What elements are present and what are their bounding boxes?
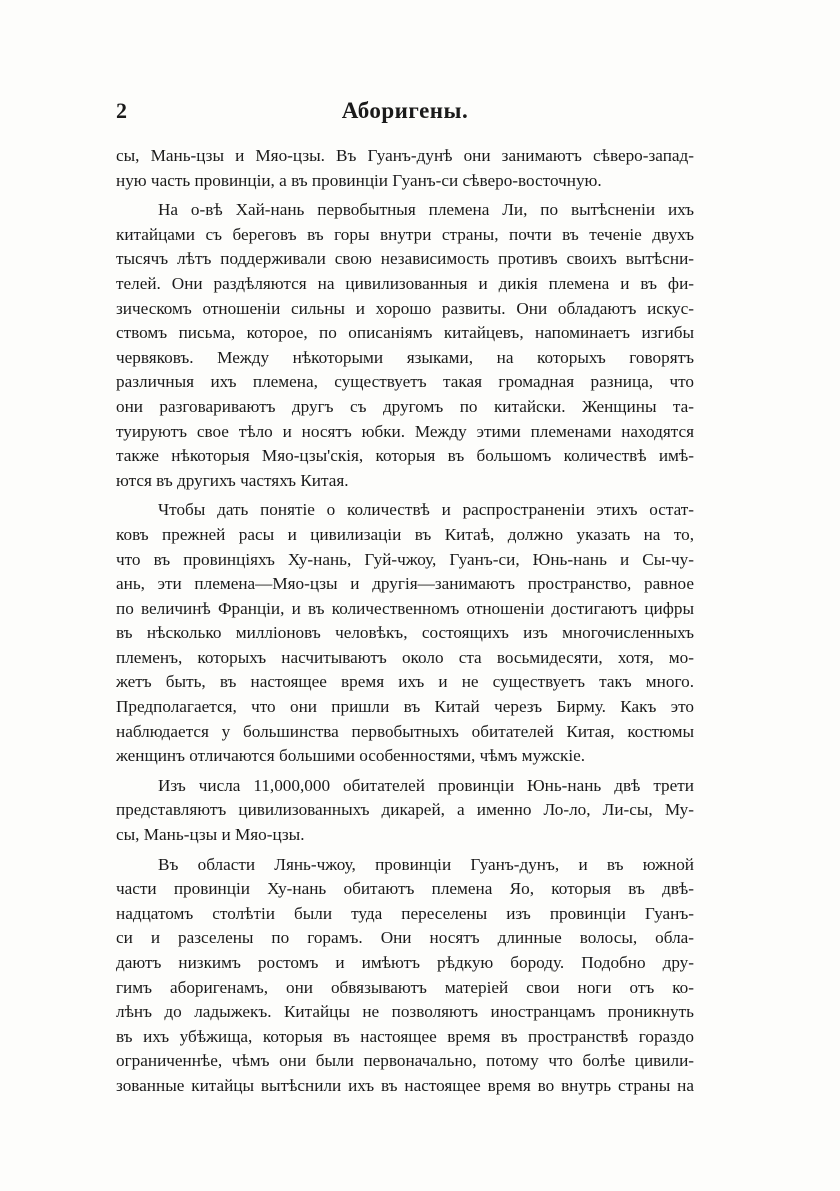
- text-line: надцатомъ столѣтіи были туда переселены изъ провинціи Гуанъ-: [116, 903, 694, 923]
- text-line: жетъ быть, въ настоящее время ихъ и не существуетъ такъ много.: [116, 672, 694, 692]
- text-line: наблюдается у большинства первобытныхъ обитателей Китая, костюмы: [116, 721, 694, 741]
- text-line: ствомъ письма, которое, по описаніямъ китайцевъ, напоминаетъ изгибы: [116, 323, 694, 343]
- text-line: зованные китайцы вытѣснили ихъ въ настоящее время во внутрь страны на: [116, 1075, 694, 1095]
- text-line: представляютъ цивилизованныхъ дикарей, а именно Ло-ло, Ли-сы, Му-: [116, 800, 694, 820]
- text-line: Въ области Лянь-чжоу, провинціи Гуанъ-дунъ, и въ южной: [158, 854, 694, 874]
- text-line: зическомъ отношеніи сильны и хорошо развиты. Они обладаютъ искус-: [116, 298, 694, 318]
- paragraph: [116, 774, 694, 848]
- text-line: въ ихъ убѣжища, которыя въ настоящее время въ пространствѣ гораздо: [116, 1026, 694, 1046]
- paragraph: [116, 498, 694, 769]
- text-line: Чтобы дать понятіе о количествѣ и распространеніи этихъ остат-: [158, 500, 694, 520]
- text-line: ань, эти племена—Мяо-цзы и другія—занимаютъ пространство, равное: [116, 574, 694, 594]
- text-line: На о-вѣ Хай-нань первобытныя племена Ли, по вытѣсненіи ихъ: [158, 200, 694, 220]
- text-line: въ нѣсколько милліоновъ человѣкъ, состоящихъ изъ многочисленныхъ: [116, 623, 694, 643]
- text-line: червяковъ. Между нѣкоторыми языками, на которыхъ говорятъ: [116, 347, 694, 367]
- page-header: [116, 98, 694, 134]
- text-line: ются въ другихъ частяхъ Китая.: [116, 470, 349, 490]
- text-line: по величинѣ Франціи, и въ количественномъ отношеніи достигаютъ цифры: [116, 598, 694, 618]
- paragraph: [116, 144, 694, 193]
- text-line: сы, Мань-цзы и Мяо-цзы. Въ Гуанъ-дунѣ они занимаютъ сѣверо-запад-: [116, 146, 694, 165]
- text-line: китайцами съ береговъ въ горы внутри страны, почти въ теченіе двухъ: [116, 224, 694, 244]
- text-line: даютъ низкимъ ростомъ и имѣютъ рѣдкую бороду. Подобно дру-: [116, 953, 694, 972]
- paragraph: [116, 198, 694, 493]
- text-line: си и разселены по горамъ. Они носятъ длинные волосы, обла-: [116, 928, 694, 948]
- text-line: племенъ, которыхъ насчитываютъ около ста восьмидесяти, хотя, мо-: [116, 647, 694, 667]
- page-number: 2: [116, 98, 127, 123]
- text-line: тысячъ лѣтъ поддерживали свою независимость противъ своихъ вытѣсни-: [116, 249, 694, 269]
- text-line: ковъ прежней расы и цивилизаціи въ Китаѣ, должно указать на то,: [116, 524, 694, 544]
- text-line: женщинъ отличаются большими особенностями, чѣмъ мужскіе.: [116, 746, 586, 766]
- text-line: ограниченнѣе, чѣмъ они были первоначально, потому что болѣе цивили-: [116, 1051, 694, 1071]
- text-line: сы, Мань-цзы и Мяо-цзы.: [116, 825, 305, 845]
- text-line: что въ провинціяхъ Ху-нань, Гуй-чжоу, Гуанъ-си, Юнь-нань и Сы-чу-: [116, 549, 694, 569]
- text-line: лѣнъ до ладыжекъ. Китайцы не позволяютъ иностранцамъ проникнуть: [116, 1002, 694, 1022]
- text-line: различныя ихъ племена, существуетъ такая громадная разница, что: [116, 372, 694, 392]
- text-line: Предполагается, что они пришли въ Китай черезъ Бирму. Какъ это: [116, 697, 694, 717]
- body-text: [116, 144, 694, 1099]
- text-line: гимъ аборигенамъ, они обвязываютъ матеріей свои ноги отъ ко-: [116, 977, 694, 997]
- text-line: Изъ числа 11,000,000 обитателей провинціи Юнь-нань двѣ трети: [158, 775, 694, 795]
- paragraph: [116, 853, 694, 1099]
- text-line: телей. Они раздѣляются на цивилизованныя и дикія племена и въ фи-: [116, 273, 694, 293]
- text-line: также нѣкоторыя Мяо-цзы'скія, которыя въ большомъ количествѣ имѣ-: [116, 446, 694, 466]
- running-title: Аборигены.: [341, 98, 469, 123]
- text-line: они разговариваютъ другъ съ другомъ по китайски. Женщины та-: [116, 396, 694, 416]
- text-line: части провинціи Ху-нань обитаютъ племена Яо, которыя въ двѣ-: [116, 879, 694, 899]
- text-line: туируютъ свое тѣло и носятъ юбки. Между этими племенами находятся: [116, 421, 694, 441]
- text-line: ную часть провинціи, а въ провинціи Гуанъ-си сѣверо-восточную.: [116, 170, 602, 190]
